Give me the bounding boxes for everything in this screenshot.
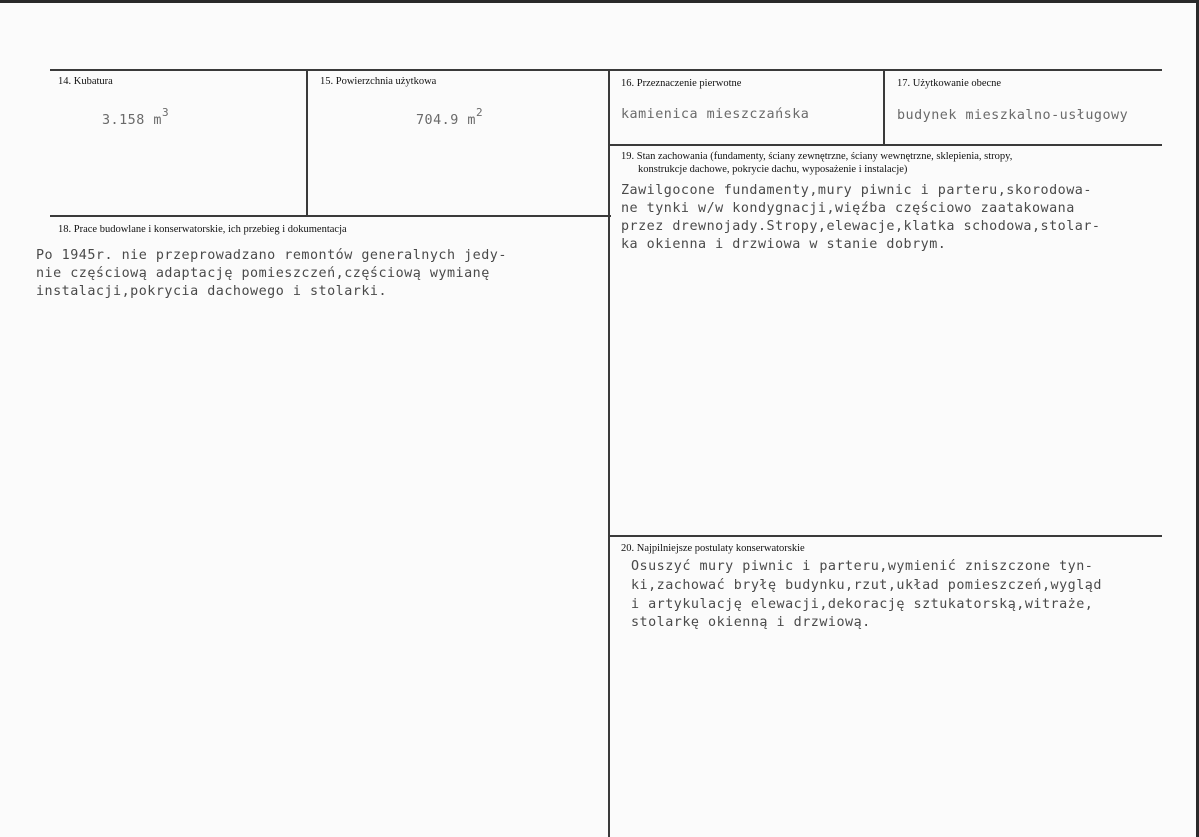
stan-line-4: ka okienna i drzwiowa w stanie dobrym. bbox=[621, 237, 947, 252]
stan-line-2: ne tynki w/w kondygnacji,więźba częściowo zaatakowana bbox=[621, 201, 1075, 216]
divider-center bbox=[608, 69, 610, 837]
postulaty-label: 20. Najpilniejsze postulaty konserwatorskie bbox=[621, 543, 805, 554]
rule-left-mid bbox=[50, 215, 611, 217]
rule-top bbox=[50, 69, 1162, 71]
postulaty-line-4: stolarkę okienną i drzwiową. bbox=[631, 615, 871, 630]
divider-14-15 bbox=[306, 69, 308, 216]
postulaty-line-1: Osuszyć mury piwnic i parteru,wymienić zniszczone tyn- bbox=[631, 559, 1094, 574]
przeznaczenie-label: 16. Przeznaczenie pierwotne bbox=[621, 78, 742, 89]
kubatura-label: 14. Kubatura bbox=[58, 76, 113, 87]
stan-line-1: Zawilgocone fundamenty,mury piwnic i parteru,skorodowa- bbox=[621, 183, 1092, 198]
stan-line-3: przez drewnojady.Stropy,elewacje,klatka schodowa,stolar- bbox=[621, 219, 1101, 234]
top-border bbox=[0, 0, 1199, 3]
powierzchnia-label: 15. Powierzchnia użytkowa bbox=[320, 76, 437, 87]
prace-label: 18. Prace budowlane i konserwatorskie, ich przebieg i dokumentacja bbox=[58, 224, 347, 235]
prace-line-3: instalacji,pokrycia dachowego i stolarki. bbox=[36, 284, 388, 299]
postulaty-line-2: ki,zachować bryłę budynku,rzut,układ pomieszczeń,wygląd bbox=[631, 578, 1102, 593]
powierzchnia-value: 704.9 $m^2$ bbox=[416, 106, 484, 128]
divider-16-17 bbox=[883, 69, 885, 145]
uzytkowanie-label: 17. Użytkowanie obecne bbox=[897, 78, 1002, 89]
kubatura-value: 3.158 $m^3$ bbox=[102, 106, 170, 128]
prace-line-1: Po 1945r. nie przeprowadzano remontów generalnych jedy- bbox=[36, 248, 507, 263]
stan-label-cont: konstrukcje dachowe, pokrycie dachu, wyposażenie i instalacje) bbox=[638, 164, 908, 175]
rule-right-low bbox=[609, 535, 1162, 537]
prace-line-2: nie częściową adaptację pomieszczeń,częściową wymianę bbox=[36, 266, 490, 281]
przeznaczenie-value: kamienica mieszczańska bbox=[621, 107, 810, 122]
rule-right-mid bbox=[609, 144, 1162, 146]
postulaty-line-3: i artykulację elewacji,dekorację sztukatorską,witraże, bbox=[631, 597, 1094, 612]
stan-label: 19. Stan zachowania (fundamenty, ściany zewnętrzne, ściany wewnętrzne, sklepienia, stropy, bbox=[621, 151, 1013, 162]
uzytkowanie-value: budynek mieszkalno-usługowy bbox=[897, 108, 1129, 123]
